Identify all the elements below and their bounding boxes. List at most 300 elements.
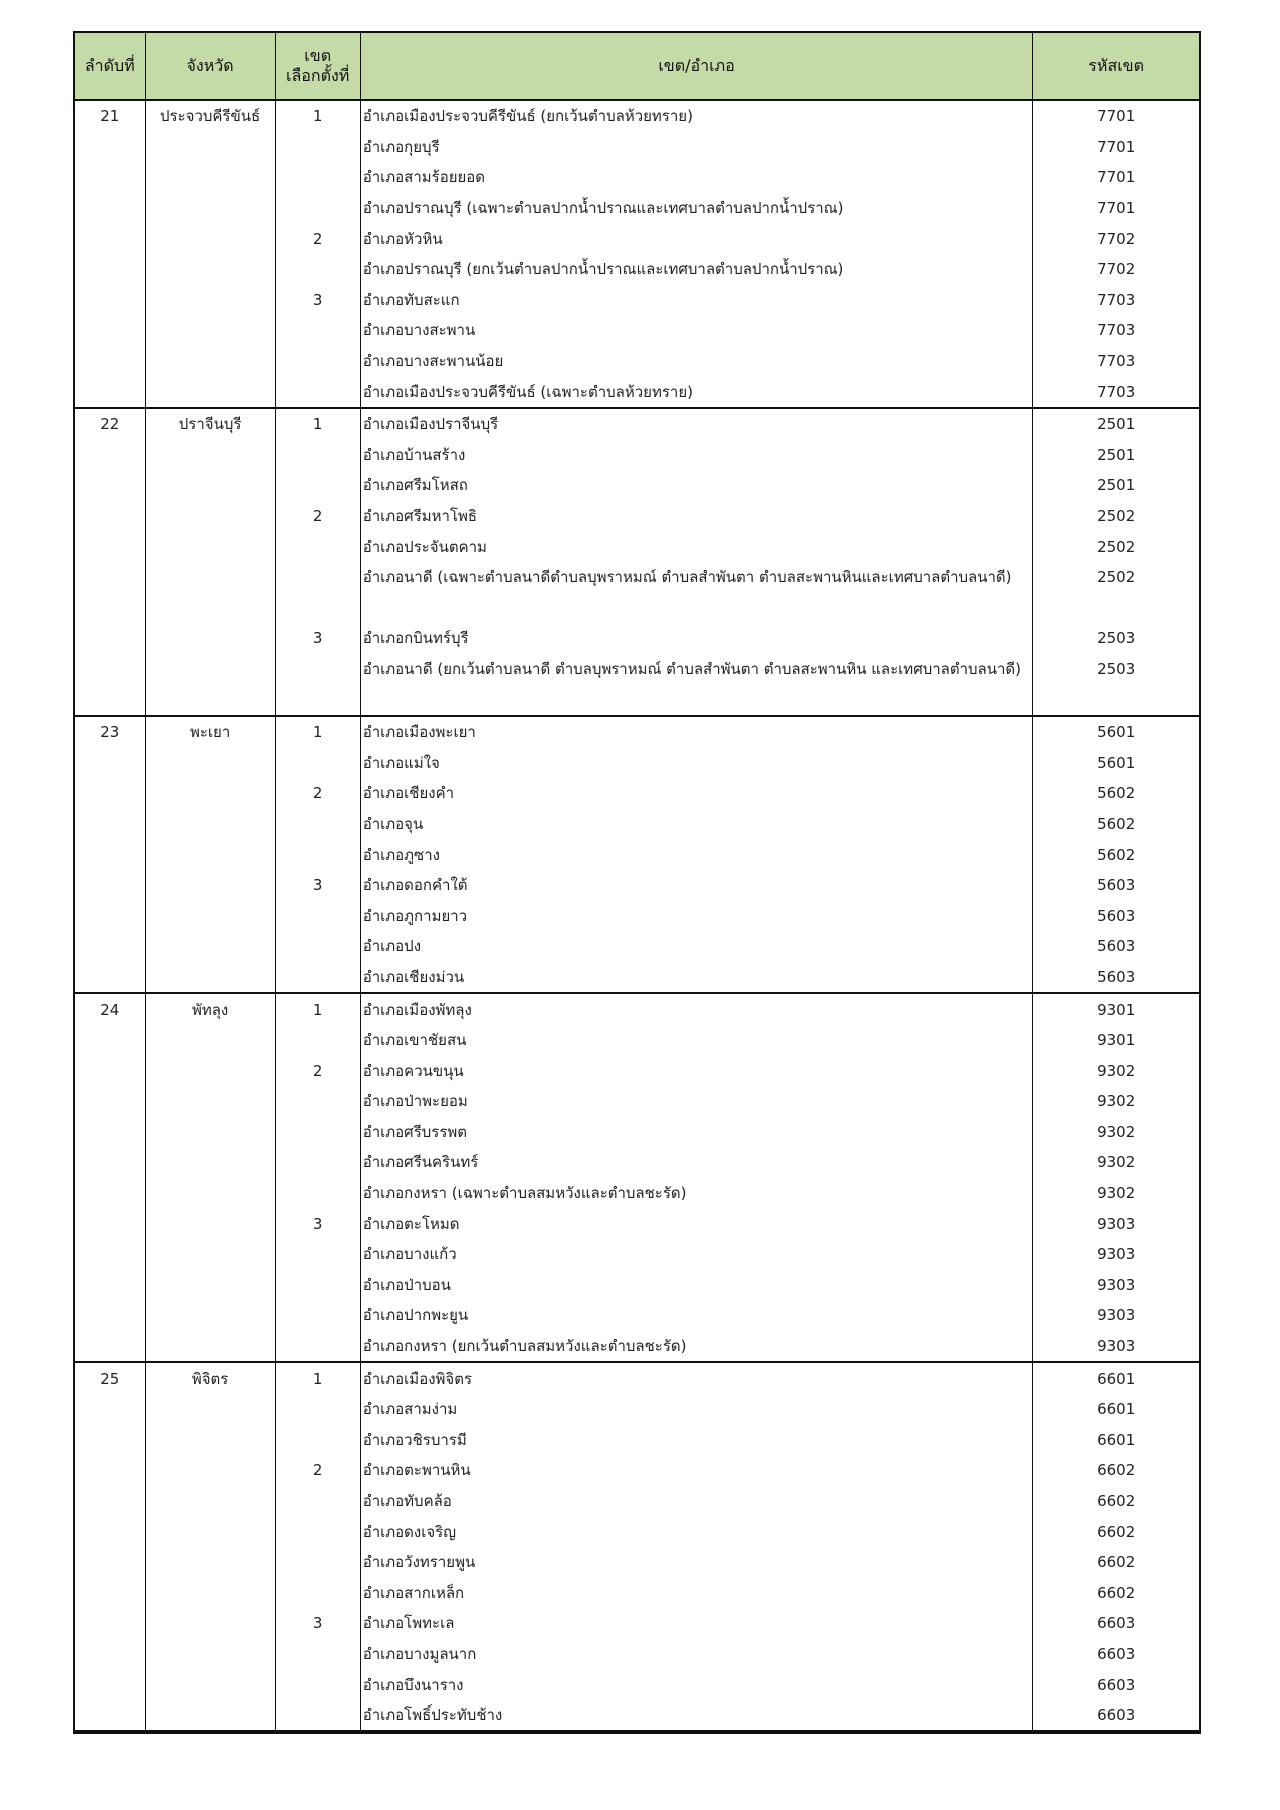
province-cell bbox=[145, 162, 275, 193]
table-header-row bbox=[75, 33, 1199, 100]
code-cell: 6602 bbox=[1097, 1522, 1136, 1541]
province-cell bbox=[145, 1608, 275, 1639]
code-cell: 2502 bbox=[1097, 568, 1136, 587]
row-number-cell bbox=[75, 839, 145, 870]
district-cell: อำเภอวังทรายพูน bbox=[360, 1547, 1033, 1578]
province-cell bbox=[145, 1208, 275, 1239]
province-cell bbox=[145, 315, 275, 346]
row-number-cell bbox=[75, 470, 145, 501]
zone-cell: 2 bbox=[275, 223, 360, 254]
province-cell bbox=[145, 1547, 275, 1578]
province-cell: ปราจีนบุรี bbox=[145, 408, 275, 440]
province-cell bbox=[145, 1331, 275, 1363]
row-number-cell bbox=[75, 1025, 145, 1056]
province-cell bbox=[145, 1300, 275, 1331]
district-cell: อำเภอศรีนครินทร์ bbox=[360, 1147, 1033, 1178]
province-cell bbox=[145, 684, 275, 716]
district-cell: อำเภอจุน bbox=[360, 809, 1033, 840]
province-cell bbox=[145, 285, 275, 316]
district-cell: อำเภอศรีมโหสถ bbox=[360, 470, 1033, 501]
code-cell: 6603 bbox=[1097, 1644, 1136, 1663]
district-cell: อำเภอปราณบุรี (ยกเว้นตำบลปากน้ำปราณและเทศบาลตำบลปากน้ำปราณ) bbox=[360, 254, 1033, 285]
row-number-cell bbox=[75, 593, 145, 624]
table-row bbox=[75, 809, 1199, 840]
zone-cell bbox=[275, 193, 360, 224]
code-cell: 9301 bbox=[1097, 1031, 1136, 1050]
code-cell: 7702 bbox=[1097, 229, 1136, 248]
table-row bbox=[75, 900, 1199, 931]
province-cell bbox=[145, 839, 275, 870]
row-number-cell bbox=[75, 1669, 145, 1700]
row-number-cell: 24 bbox=[75, 993, 145, 1025]
row-number-cell bbox=[75, 1270, 145, 1301]
row-number-cell bbox=[75, 376, 145, 408]
table-row bbox=[75, 254, 1199, 285]
province-cell bbox=[145, 501, 275, 532]
table-row bbox=[75, 778, 1199, 809]
district-cell: อำเภอดอกคำใต้ bbox=[360, 870, 1033, 901]
district-cell: อำเภอศรีบรรพต bbox=[360, 1117, 1033, 1148]
district-cell: อำเภอปากพะยูน bbox=[360, 1300, 1033, 1331]
header-code: รหัสเขต bbox=[1033, 33, 1199, 100]
zone-cell bbox=[275, 1486, 360, 1517]
zone-cell: 2 bbox=[275, 501, 360, 532]
zone-cell bbox=[275, 1669, 360, 1700]
province-cell bbox=[145, 531, 275, 562]
row-number-cell bbox=[75, 1516, 145, 1547]
zone-cell: 2 bbox=[275, 1455, 360, 1486]
table-row bbox=[75, 408, 1199, 440]
province-cell bbox=[145, 132, 275, 163]
code-cell: 7701 bbox=[1097, 107, 1136, 126]
province-cell bbox=[145, 1516, 275, 1547]
district-cell: อำเภอบางสะพานน้อย bbox=[360, 346, 1033, 377]
district-cell: อำเภอแม่ใจ bbox=[360, 747, 1033, 778]
zone-cell bbox=[275, 346, 360, 377]
district-cell: อำเภอกงหรา (ยกเว้นตำบลสมหวังและตำบลชะรัด) bbox=[360, 1331, 1033, 1363]
row-number-cell bbox=[75, 132, 145, 163]
code-cell: 6601 bbox=[1097, 1400, 1136, 1419]
zone-cell bbox=[275, 1300, 360, 1331]
district-cell: อำเภอวชิรบารมี bbox=[360, 1425, 1033, 1456]
district-cell: อำเภอเมืองประจวบคีรีขันธ์ (เฉพาะตำบลห้วยทราย) bbox=[360, 376, 1033, 408]
table-row bbox=[75, 1178, 1199, 1209]
row-number-cell bbox=[75, 1547, 145, 1578]
table-row bbox=[75, 1547, 1199, 1578]
row-number-cell bbox=[75, 162, 145, 193]
row-number-cell bbox=[75, 1331, 145, 1363]
code-cell bbox=[1033, 684, 1199, 716]
table-row bbox=[75, 1239, 1199, 1270]
code-cell: 6602 bbox=[1097, 1583, 1136, 1602]
code-cell: 7702 bbox=[1097, 260, 1136, 279]
code-cell: 5603 bbox=[1097, 906, 1136, 925]
code-cell: 7701 bbox=[1097, 137, 1136, 156]
zone-cell: 1 bbox=[275, 993, 360, 1025]
code-cell: 9302 bbox=[1097, 1092, 1136, 1111]
district-cell: อำเภอบางมูลนาก bbox=[360, 1639, 1033, 1670]
zone-cell bbox=[275, 1425, 360, 1456]
row-number-cell bbox=[75, 346, 145, 377]
code-cell: 7701 bbox=[1097, 168, 1136, 187]
zone-cell bbox=[275, 1086, 360, 1117]
code-cell: 6603 bbox=[1097, 1614, 1136, 1633]
row-number-cell bbox=[75, 223, 145, 254]
table-row bbox=[75, 1639, 1199, 1670]
district-cell: อำเภอทับคล้อ bbox=[360, 1486, 1033, 1517]
table-row bbox=[75, 716, 1199, 748]
province-cell bbox=[145, 778, 275, 809]
table-row bbox=[75, 100, 1199, 132]
row-number-cell: 23 bbox=[75, 716, 145, 748]
district-cell: อำเภอตะพานหิน bbox=[360, 1455, 1033, 1486]
district-cell: อำเภอกบินทร์บุรี bbox=[360, 623, 1033, 654]
code-cell: 2503 bbox=[1097, 659, 1136, 678]
zone-cell bbox=[275, 1239, 360, 1270]
table-row bbox=[75, 1086, 1199, 1117]
zone-cell bbox=[275, 1117, 360, 1148]
code-cell: 5603 bbox=[1097, 876, 1136, 895]
header-no: ลำดับที่ bbox=[75, 33, 145, 100]
province-cell bbox=[145, 1086, 275, 1117]
row-number-cell bbox=[75, 962, 145, 994]
district-cell: อำเภอตะโหมด bbox=[360, 1208, 1033, 1239]
row-number-cell bbox=[75, 1300, 145, 1331]
zone-cell bbox=[275, 1394, 360, 1425]
province-cell bbox=[145, 223, 275, 254]
zone-cell bbox=[275, 1025, 360, 1056]
zone-cell bbox=[275, 684, 360, 716]
district-table bbox=[75, 33, 1199, 1732]
district-cell: อำเภอป่าพะยอม bbox=[360, 1086, 1033, 1117]
row-number-cell bbox=[75, 654, 145, 685]
zone-cell bbox=[275, 900, 360, 931]
district-cell: อำเภอป่าบอน bbox=[360, 1270, 1033, 1301]
table-row bbox=[75, 1055, 1199, 1086]
table-body bbox=[75, 100, 1199, 1731]
code-cell: 9303 bbox=[1097, 1214, 1136, 1233]
district-cell: อำเภอเมืองพะเยา bbox=[360, 716, 1033, 748]
district-cell: อำเภอเชียงม่วน bbox=[360, 962, 1033, 994]
province-cell bbox=[145, 1055, 275, 1086]
zone-cell bbox=[275, 132, 360, 163]
table-row bbox=[75, 376, 1199, 408]
table-row bbox=[75, 1270, 1199, 1301]
province-cell: พัทลุง bbox=[145, 993, 275, 1025]
row-number-cell bbox=[75, 1117, 145, 1148]
zone-cell bbox=[275, 470, 360, 501]
district-cell: อำเภอโพทะเล bbox=[360, 1608, 1033, 1639]
zone-cell bbox=[275, 1516, 360, 1547]
code-cell: 9303 bbox=[1097, 1306, 1136, 1325]
district-cell: อำเภอเขาชัยสน bbox=[360, 1025, 1033, 1056]
table-row bbox=[75, 501, 1199, 532]
row-number-cell bbox=[75, 1639, 145, 1670]
code-cell: 5601 bbox=[1097, 753, 1136, 772]
table-row bbox=[75, 440, 1199, 471]
province-cell bbox=[145, 593, 275, 624]
zone-cell bbox=[275, 962, 360, 994]
code-cell: 9303 bbox=[1097, 1245, 1136, 1264]
table-row bbox=[75, 285, 1199, 316]
table-row bbox=[75, 132, 1199, 163]
province-cell bbox=[145, 1270, 275, 1301]
zone-cell bbox=[275, 254, 360, 285]
province-cell bbox=[145, 1239, 275, 1270]
code-cell: 6602 bbox=[1097, 1553, 1136, 1572]
code-cell: 5603 bbox=[1097, 937, 1136, 956]
zone-cell: 1 bbox=[275, 716, 360, 748]
zone-cell: 3 bbox=[275, 623, 360, 654]
row-number-cell bbox=[75, 1055, 145, 1086]
row-number-cell bbox=[75, 254, 145, 285]
table-row bbox=[75, 1425, 1199, 1456]
table-row bbox=[75, 1486, 1199, 1517]
row-number-cell bbox=[75, 778, 145, 809]
code-cell: 5603 bbox=[1033, 962, 1199, 994]
zone-cell bbox=[275, 839, 360, 870]
code-cell: 5602 bbox=[1097, 784, 1136, 803]
province-cell bbox=[145, 346, 275, 377]
district-cell: อำเภอบึงนาราง bbox=[360, 1669, 1033, 1700]
province-cell: ประจวบคีรีขันธ์ bbox=[145, 100, 275, 132]
table-row bbox=[75, 593, 1199, 624]
table-row bbox=[75, 1208, 1199, 1239]
province-cell bbox=[145, 962, 275, 994]
code-cell: 6603 bbox=[1033, 1700, 1199, 1732]
zone-cell: 1 bbox=[275, 408, 360, 440]
province-cell bbox=[145, 1486, 275, 1517]
district-cell: อำเภอโพธิ์ประทับช้าง bbox=[360, 1700, 1033, 1732]
row-number-cell bbox=[75, 1147, 145, 1178]
row-number-cell bbox=[75, 931, 145, 962]
zone-cell bbox=[275, 376, 360, 408]
row-number-cell bbox=[75, 1086, 145, 1117]
province-cell: พิจิตร bbox=[145, 1362, 275, 1394]
table-row bbox=[75, 1362, 1199, 1394]
table-row bbox=[75, 1025, 1199, 1056]
province-cell bbox=[145, 1455, 275, 1486]
table-row bbox=[75, 931, 1199, 962]
district-cell: อำเภอปราณบุรี (เฉพาะตำบลปากน้ำปราณและเทศบาลตำบลปากน้ำปราณ) bbox=[360, 193, 1033, 224]
district-cell bbox=[360, 593, 1033, 624]
district-cell: อำเภอดงเจริญ bbox=[360, 1516, 1033, 1547]
row-number-cell bbox=[75, 809, 145, 840]
district-cell: อำเภอปง bbox=[360, 931, 1033, 962]
zone-cell bbox=[275, 809, 360, 840]
code-cell: 7703 bbox=[1097, 352, 1136, 371]
row-number-cell bbox=[75, 623, 145, 654]
district-table-sheet bbox=[73, 31, 1201, 1734]
row-number-cell bbox=[75, 193, 145, 224]
province-cell bbox=[145, 1117, 275, 1148]
table-row bbox=[75, 223, 1199, 254]
zone-cell bbox=[275, 654, 360, 685]
province-cell: พะเยา bbox=[145, 716, 275, 748]
code-cell: 5602 bbox=[1097, 845, 1136, 864]
district-cell: อำเภอภูซาง bbox=[360, 839, 1033, 870]
province-cell bbox=[145, 809, 275, 840]
province-cell bbox=[145, 654, 275, 685]
row-number-cell bbox=[75, 684, 145, 716]
code-cell: 5602 bbox=[1097, 814, 1136, 833]
table-row bbox=[75, 654, 1199, 685]
district-cell: อำเภอบางแก้ว bbox=[360, 1239, 1033, 1270]
header-zone bbox=[275, 33, 360, 100]
district-cell: อำเภอกงหรา (เฉพาะตำบลสมหวังและตำบลชะรัด) bbox=[360, 1178, 1033, 1209]
province-cell bbox=[145, 1147, 275, 1178]
row-number-cell bbox=[75, 1578, 145, 1609]
district-cell: อำเภอบ้านสร้าง bbox=[360, 440, 1033, 471]
table-row bbox=[75, 1516, 1199, 1547]
province-cell bbox=[145, 900, 275, 931]
district-cell: อำเภอกุยบุรี bbox=[360, 132, 1033, 163]
district-cell: อำเภอควนขนุน bbox=[360, 1055, 1033, 1086]
province-cell bbox=[145, 623, 275, 654]
table-row bbox=[75, 1147, 1199, 1178]
province-cell bbox=[145, 1578, 275, 1609]
zone-cell bbox=[275, 1147, 360, 1178]
province-cell bbox=[145, 1669, 275, 1700]
table-row bbox=[75, 870, 1199, 901]
province-cell bbox=[145, 440, 275, 471]
row-number-cell bbox=[75, 1455, 145, 1486]
district-cell: อำเภอบางสะพาน bbox=[360, 315, 1033, 346]
row-number-cell bbox=[75, 285, 145, 316]
province-cell bbox=[145, 1178, 275, 1209]
row-number-cell: 21 bbox=[75, 100, 145, 132]
province-cell bbox=[145, 870, 275, 901]
code-cell: 2502 bbox=[1097, 507, 1136, 526]
table-row bbox=[75, 684, 1199, 716]
row-number-cell bbox=[75, 440, 145, 471]
zone-cell bbox=[275, 747, 360, 778]
district-cell bbox=[360, 684, 1033, 716]
province-cell bbox=[145, 193, 275, 224]
code-cell: 9303 bbox=[1097, 1275, 1136, 1294]
header-district: เขต/อำเภอ bbox=[360, 33, 1033, 100]
row-number-cell bbox=[75, 747, 145, 778]
table-row bbox=[75, 315, 1199, 346]
province-cell bbox=[145, 470, 275, 501]
zone-cell: 3 bbox=[275, 1208, 360, 1239]
table-row bbox=[75, 162, 1199, 193]
zone-cell: 3 bbox=[275, 1608, 360, 1639]
zone-cell bbox=[275, 162, 360, 193]
district-cell: อำเภอทับสะแก bbox=[360, 285, 1033, 316]
district-cell: อำเภอหัวหิน bbox=[360, 223, 1033, 254]
zone-cell bbox=[275, 1639, 360, 1670]
row-number-cell bbox=[75, 501, 145, 532]
code-cell: 7703 bbox=[1033, 376, 1199, 408]
code-cell: 2503 bbox=[1097, 629, 1136, 648]
zone-cell bbox=[275, 1270, 360, 1301]
zone-cell: 2 bbox=[275, 1055, 360, 1086]
province-cell bbox=[145, 1425, 275, 1456]
zone-cell bbox=[275, 1578, 360, 1609]
code-cell: 9302 bbox=[1097, 1184, 1136, 1203]
code-cell: 2502 bbox=[1097, 537, 1136, 556]
province-cell bbox=[145, 747, 275, 778]
code-cell: 7703 bbox=[1097, 321, 1136, 340]
district-cell: อำเภอเมืองปราจีนบุรี bbox=[360, 408, 1033, 440]
code-cell: 6603 bbox=[1097, 1675, 1136, 1694]
district-cell: อำเภอศรีมหาโพธิ bbox=[360, 501, 1033, 532]
code-cell: 6602 bbox=[1097, 1492, 1136, 1511]
code-cell: 2501 bbox=[1097, 445, 1136, 464]
row-number-cell bbox=[75, 1486, 145, 1517]
code-cell: 6601 bbox=[1097, 1369, 1136, 1388]
province-cell bbox=[145, 562, 275, 593]
district-cell: อำเภอนาดี (เฉพาะตำบลนาดีตำบลบุพราหมณ์ ตำบลสำพันตา ตำบลสะพานหินและเทศบาลตำบลนาดี) bbox=[360, 562, 1033, 593]
table-row bbox=[75, 747, 1199, 778]
row-number-cell bbox=[75, 1239, 145, 1270]
table-row bbox=[75, 562, 1199, 593]
code-cell: 2501 bbox=[1097, 476, 1136, 495]
code-cell bbox=[1033, 593, 1199, 624]
zone-cell: 2 bbox=[275, 778, 360, 809]
zone-cell bbox=[275, 931, 360, 962]
row-number-cell: 25 bbox=[75, 1362, 145, 1394]
table-row bbox=[75, 1700, 1199, 1732]
code-cell: 7701 bbox=[1097, 199, 1136, 218]
code-cell: 9302 bbox=[1097, 1122, 1136, 1141]
zone-cell: 3 bbox=[275, 285, 360, 316]
district-cell: อำเภอเมืองประจวบคีรีขันธ์ (ยกเว้นตำบลห้วยทราย) bbox=[360, 100, 1033, 132]
table-row bbox=[75, 1331, 1199, 1363]
zone-cell bbox=[275, 1178, 360, 1209]
code-cell: 5601 bbox=[1097, 723, 1136, 742]
zone-cell: 3 bbox=[275, 870, 360, 901]
district-cell: อำเภอสากเหล็ก bbox=[360, 1578, 1033, 1609]
zone-cell bbox=[275, 1547, 360, 1578]
table-row bbox=[75, 1608, 1199, 1639]
district-cell: อำเภอสามร้อยยอด bbox=[360, 162, 1033, 193]
table-row bbox=[75, 1300, 1199, 1331]
code-cell: 7703 bbox=[1097, 290, 1136, 309]
code-cell: 9301 bbox=[1097, 1000, 1136, 1019]
table-row bbox=[75, 1455, 1199, 1486]
table-row bbox=[75, 1578, 1199, 1609]
table-row bbox=[75, 193, 1199, 224]
zone-cell bbox=[275, 562, 360, 593]
province-cell bbox=[145, 376, 275, 408]
row-number-cell bbox=[75, 870, 145, 901]
zone-cell bbox=[275, 440, 360, 471]
zone-cell bbox=[275, 1331, 360, 1363]
province-cell bbox=[145, 1025, 275, 1056]
province-cell bbox=[145, 1639, 275, 1670]
district-cell: อำเภอสามง่าม bbox=[360, 1394, 1033, 1425]
table-row bbox=[75, 531, 1199, 562]
zone-cell: 1 bbox=[275, 1362, 360, 1394]
table-row bbox=[75, 1117, 1199, 1148]
district-cell: อำเภอเมืองพัทลุง bbox=[360, 993, 1033, 1025]
code-cell: 6601 bbox=[1097, 1430, 1136, 1449]
province-cell bbox=[145, 931, 275, 962]
code-cell: 9302 bbox=[1097, 1153, 1136, 1172]
district-cell: อำเภอเมืองพิจิตร bbox=[360, 1362, 1033, 1394]
row-number-cell bbox=[75, 1700, 145, 1732]
row-number-cell bbox=[75, 531, 145, 562]
header-zone-line2: เลือกตั้งที่ bbox=[286, 66, 350, 85]
zone-cell bbox=[275, 315, 360, 346]
row-number-cell bbox=[75, 315, 145, 346]
zone-cell: 1 bbox=[275, 100, 360, 132]
row-number-cell bbox=[75, 562, 145, 593]
row-number-cell: 22 bbox=[75, 408, 145, 440]
row-number-cell bbox=[75, 900, 145, 931]
